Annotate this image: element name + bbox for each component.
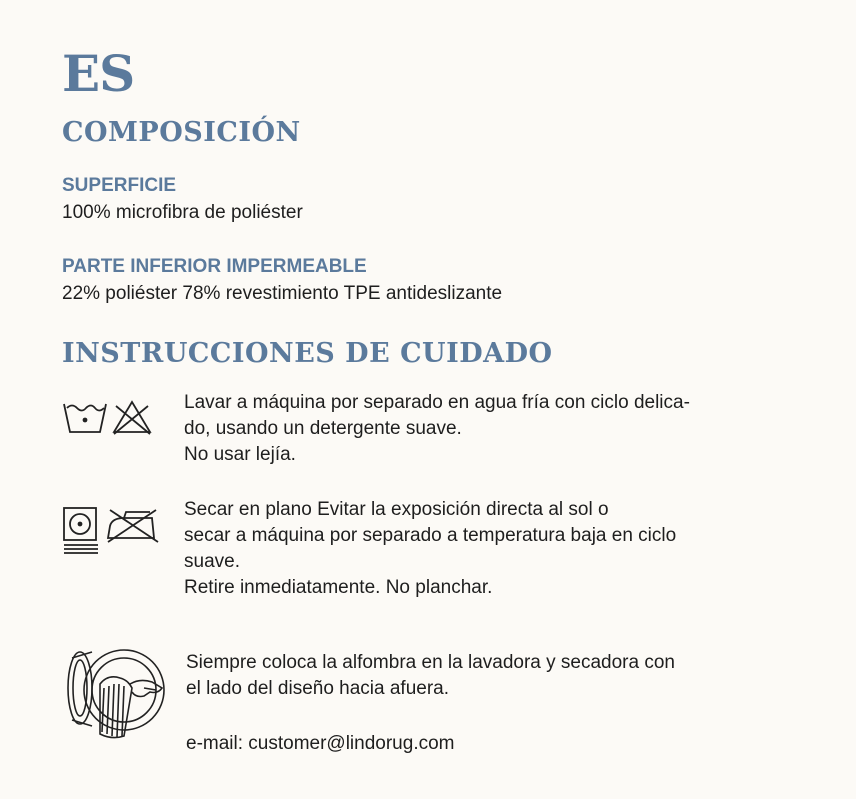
bottom-value: 22% poliéster 78% revestimiento TPE antideslizante xyxy=(62,283,503,304)
machine-line: el lado del diseño hacia afuera. xyxy=(186,678,450,699)
no-bleach-icon xyxy=(114,402,150,434)
dry-line: suave. xyxy=(184,551,240,572)
bottom-label: PARTE INFERIOR IMPERMEABLE xyxy=(62,256,367,277)
wash-line: No usar lejía. xyxy=(184,444,296,465)
contact-email: e-mail: customer@lindorug.com xyxy=(186,733,455,754)
composition-heading: COMPOSICIÓN xyxy=(62,117,301,148)
dry-care-icons xyxy=(62,504,162,556)
wash-instructions xyxy=(184,390,784,468)
dry-line: secar a máquina por separado a temperatura baja en ciclo xyxy=(184,525,677,546)
surface-label: SUPERFICIE xyxy=(62,175,177,196)
dry-line: Retire inmediatamente. No planchar. xyxy=(184,577,493,598)
washing-machine-rug-icon xyxy=(62,644,172,744)
wash-30-icon xyxy=(64,404,106,432)
dry-line: Secar en plano Evitar la exposición directa al sol o xyxy=(184,499,609,520)
wash-care-icons xyxy=(62,398,158,438)
surface-value: 100% microfibra de poliéster xyxy=(62,202,303,223)
dry-instructions xyxy=(184,497,784,601)
wash-line: Lavar a máquina por separado en agua fría con ciclo delica- xyxy=(184,392,690,413)
language-code: ES xyxy=(62,44,135,103)
wash-line: do, usando un detergente suave. xyxy=(184,418,462,439)
tumble-dry-flat-icon xyxy=(64,508,98,553)
care-heading: INSTRUCCIONES DE CUIDADO xyxy=(62,338,553,369)
machine-instructions xyxy=(186,650,786,702)
machine-line: Siempre coloca la alfombra en la lavadora y secadora con xyxy=(186,652,675,673)
no-iron-icon xyxy=(108,510,158,542)
